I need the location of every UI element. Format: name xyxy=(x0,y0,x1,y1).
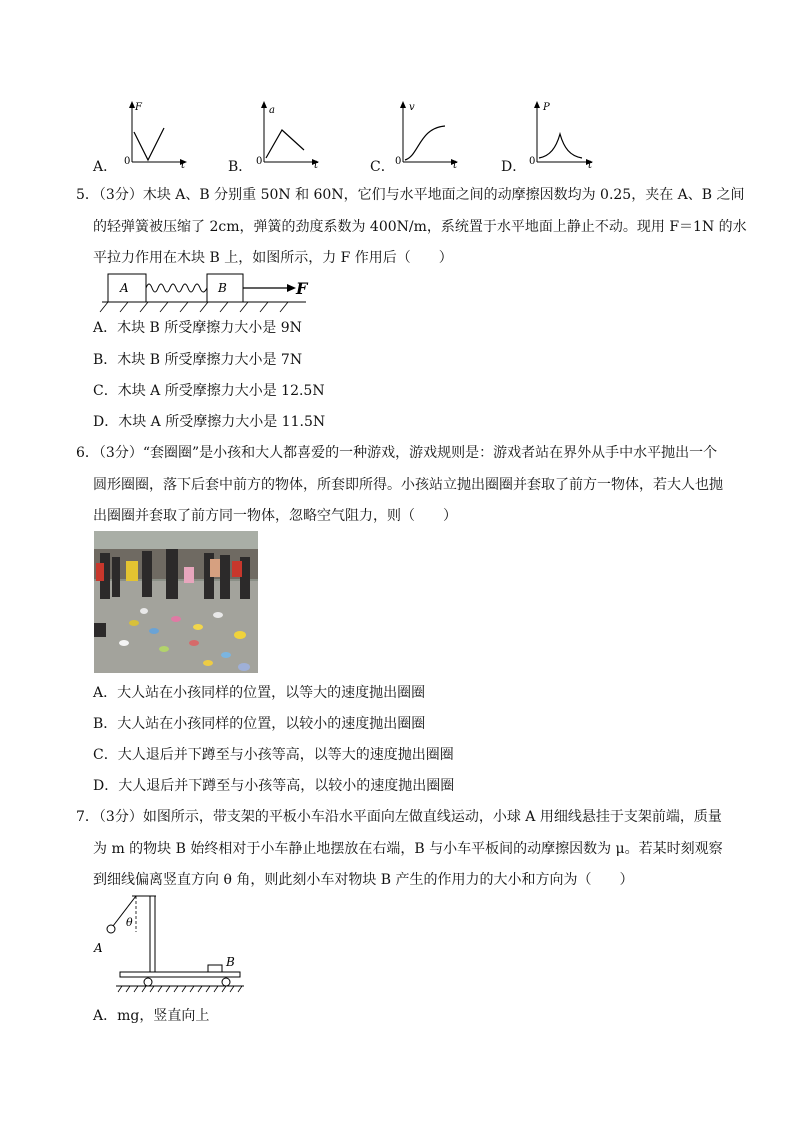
q5-stem-line3: 平拉力作用在木块 B 上，如图所示，力 F 作用后（ ） xyxy=(93,250,453,266)
svg-text:v: v xyxy=(409,102,415,113)
svg-text:θ: θ xyxy=(126,916,133,929)
option-b-label: B． xyxy=(228,159,253,175)
q6-ring-toss-photo xyxy=(94,531,258,673)
q5-option-c: C．木块 A 所受摩擦力大小是 12.5N xyxy=(93,383,325,399)
q7-stem-line2: 为 m 的物块 B 始终相对于小车静止地摆放在右端，B 与小车平板间的动摩擦因数为 μ。若某时刻观察 xyxy=(93,841,723,857)
svg-text:F: F xyxy=(296,279,308,298)
svg-text:B: B xyxy=(226,955,235,969)
graph-p-t xyxy=(524,98,600,170)
q6-stem-line2: 圆形圈圈，落下后套中前方的物体，所套即所得。小孩站立抛出圈圈并套取了前方一物体，若大人也抛 xyxy=(93,477,723,493)
svg-text:0: 0 xyxy=(124,156,131,167)
q6-stem-line3: 出圈圈并套取了前方同一物体，忽略空气阻力，则（ ） xyxy=(93,508,457,524)
svg-text:A: A xyxy=(120,281,129,295)
svg-text:0: 0 xyxy=(529,156,536,167)
svg-text:t: t xyxy=(453,160,458,170)
svg-text:t: t xyxy=(588,160,593,170)
option-c-label: C． xyxy=(370,159,395,175)
q7-option-a: A．mg，竖直向上 xyxy=(93,1008,210,1024)
svg-text:0: 0 xyxy=(395,156,402,167)
q5-stem-line2: 的轻弹簧被压缩了 2cm，弹簧的劲度系数为 400N/m，系统置于水平地面上静止不动。现用 F＝1N 的水 xyxy=(93,219,747,235)
q6-option-d: D．大人退后并下蹲至与小孩等高，以较小的速度抛出圈圈 xyxy=(93,778,455,794)
option-d-label: D． xyxy=(501,159,527,175)
q6-option-c: C．大人退后并下蹲至与小孩等高，以等大的速度抛出圈圈 xyxy=(93,747,454,763)
q6-option-b: B．大人站在小孩同样的位置，以较小的速度抛出圈圈 xyxy=(93,716,426,732)
q7-stem-line3: 到细线偏离竖直方向 θ 角，则此刻小车对物块 B 产生的作用力的大小和方向为（ ） xyxy=(93,872,634,888)
graph-v-t xyxy=(393,98,465,170)
graph-f-t xyxy=(118,98,190,170)
q5-option-b: B．木块 B 所受摩擦力大小是 7N xyxy=(93,352,303,368)
q6-option-a: A．大人站在小孩同样的位置，以等大的速度抛出圈圈 xyxy=(93,685,426,701)
graph-a-t xyxy=(252,98,324,170)
svg-text:a: a xyxy=(269,105,275,116)
q7-stem-line1: 7．（3分）如图所示，带支架的平板小车沿水平面向左做直线运动，小球 A 用细线悬挂于支架前端，质量 xyxy=(76,809,722,825)
q5-option-d: D．木块 A 所受摩擦力大小是 11.5N xyxy=(93,414,326,430)
q7-cart-figure xyxy=(92,892,252,998)
svg-text:A: A xyxy=(94,941,103,955)
svg-text:B: B xyxy=(218,281,227,295)
svg-text:F: F xyxy=(135,102,142,113)
option-a-label: A． xyxy=(93,159,118,175)
q6-stem-line1: 6．（3分）“套圈圈”是小孩和大人都喜爱的一种游戏，游戏规则是：游戏者站在界外从手中水平抛出一个 xyxy=(76,445,718,461)
svg-text:t: t xyxy=(314,160,319,170)
svg-text:0: 0 xyxy=(256,156,263,167)
q5-option-a: A．木块 B 所受摩擦力大小是 9N xyxy=(93,320,302,336)
svg-text:t: t xyxy=(181,160,186,170)
svg-text:P: P xyxy=(543,102,550,113)
q5-spring-blocks-figure xyxy=(94,270,310,318)
q5-stem-line1: 5．（3分）木块 A、B 分别重 50N 和 60N，它们与水平地面之间的动摩擦因数均为 0.25，夹在 A、B 之间 xyxy=(76,187,745,203)
